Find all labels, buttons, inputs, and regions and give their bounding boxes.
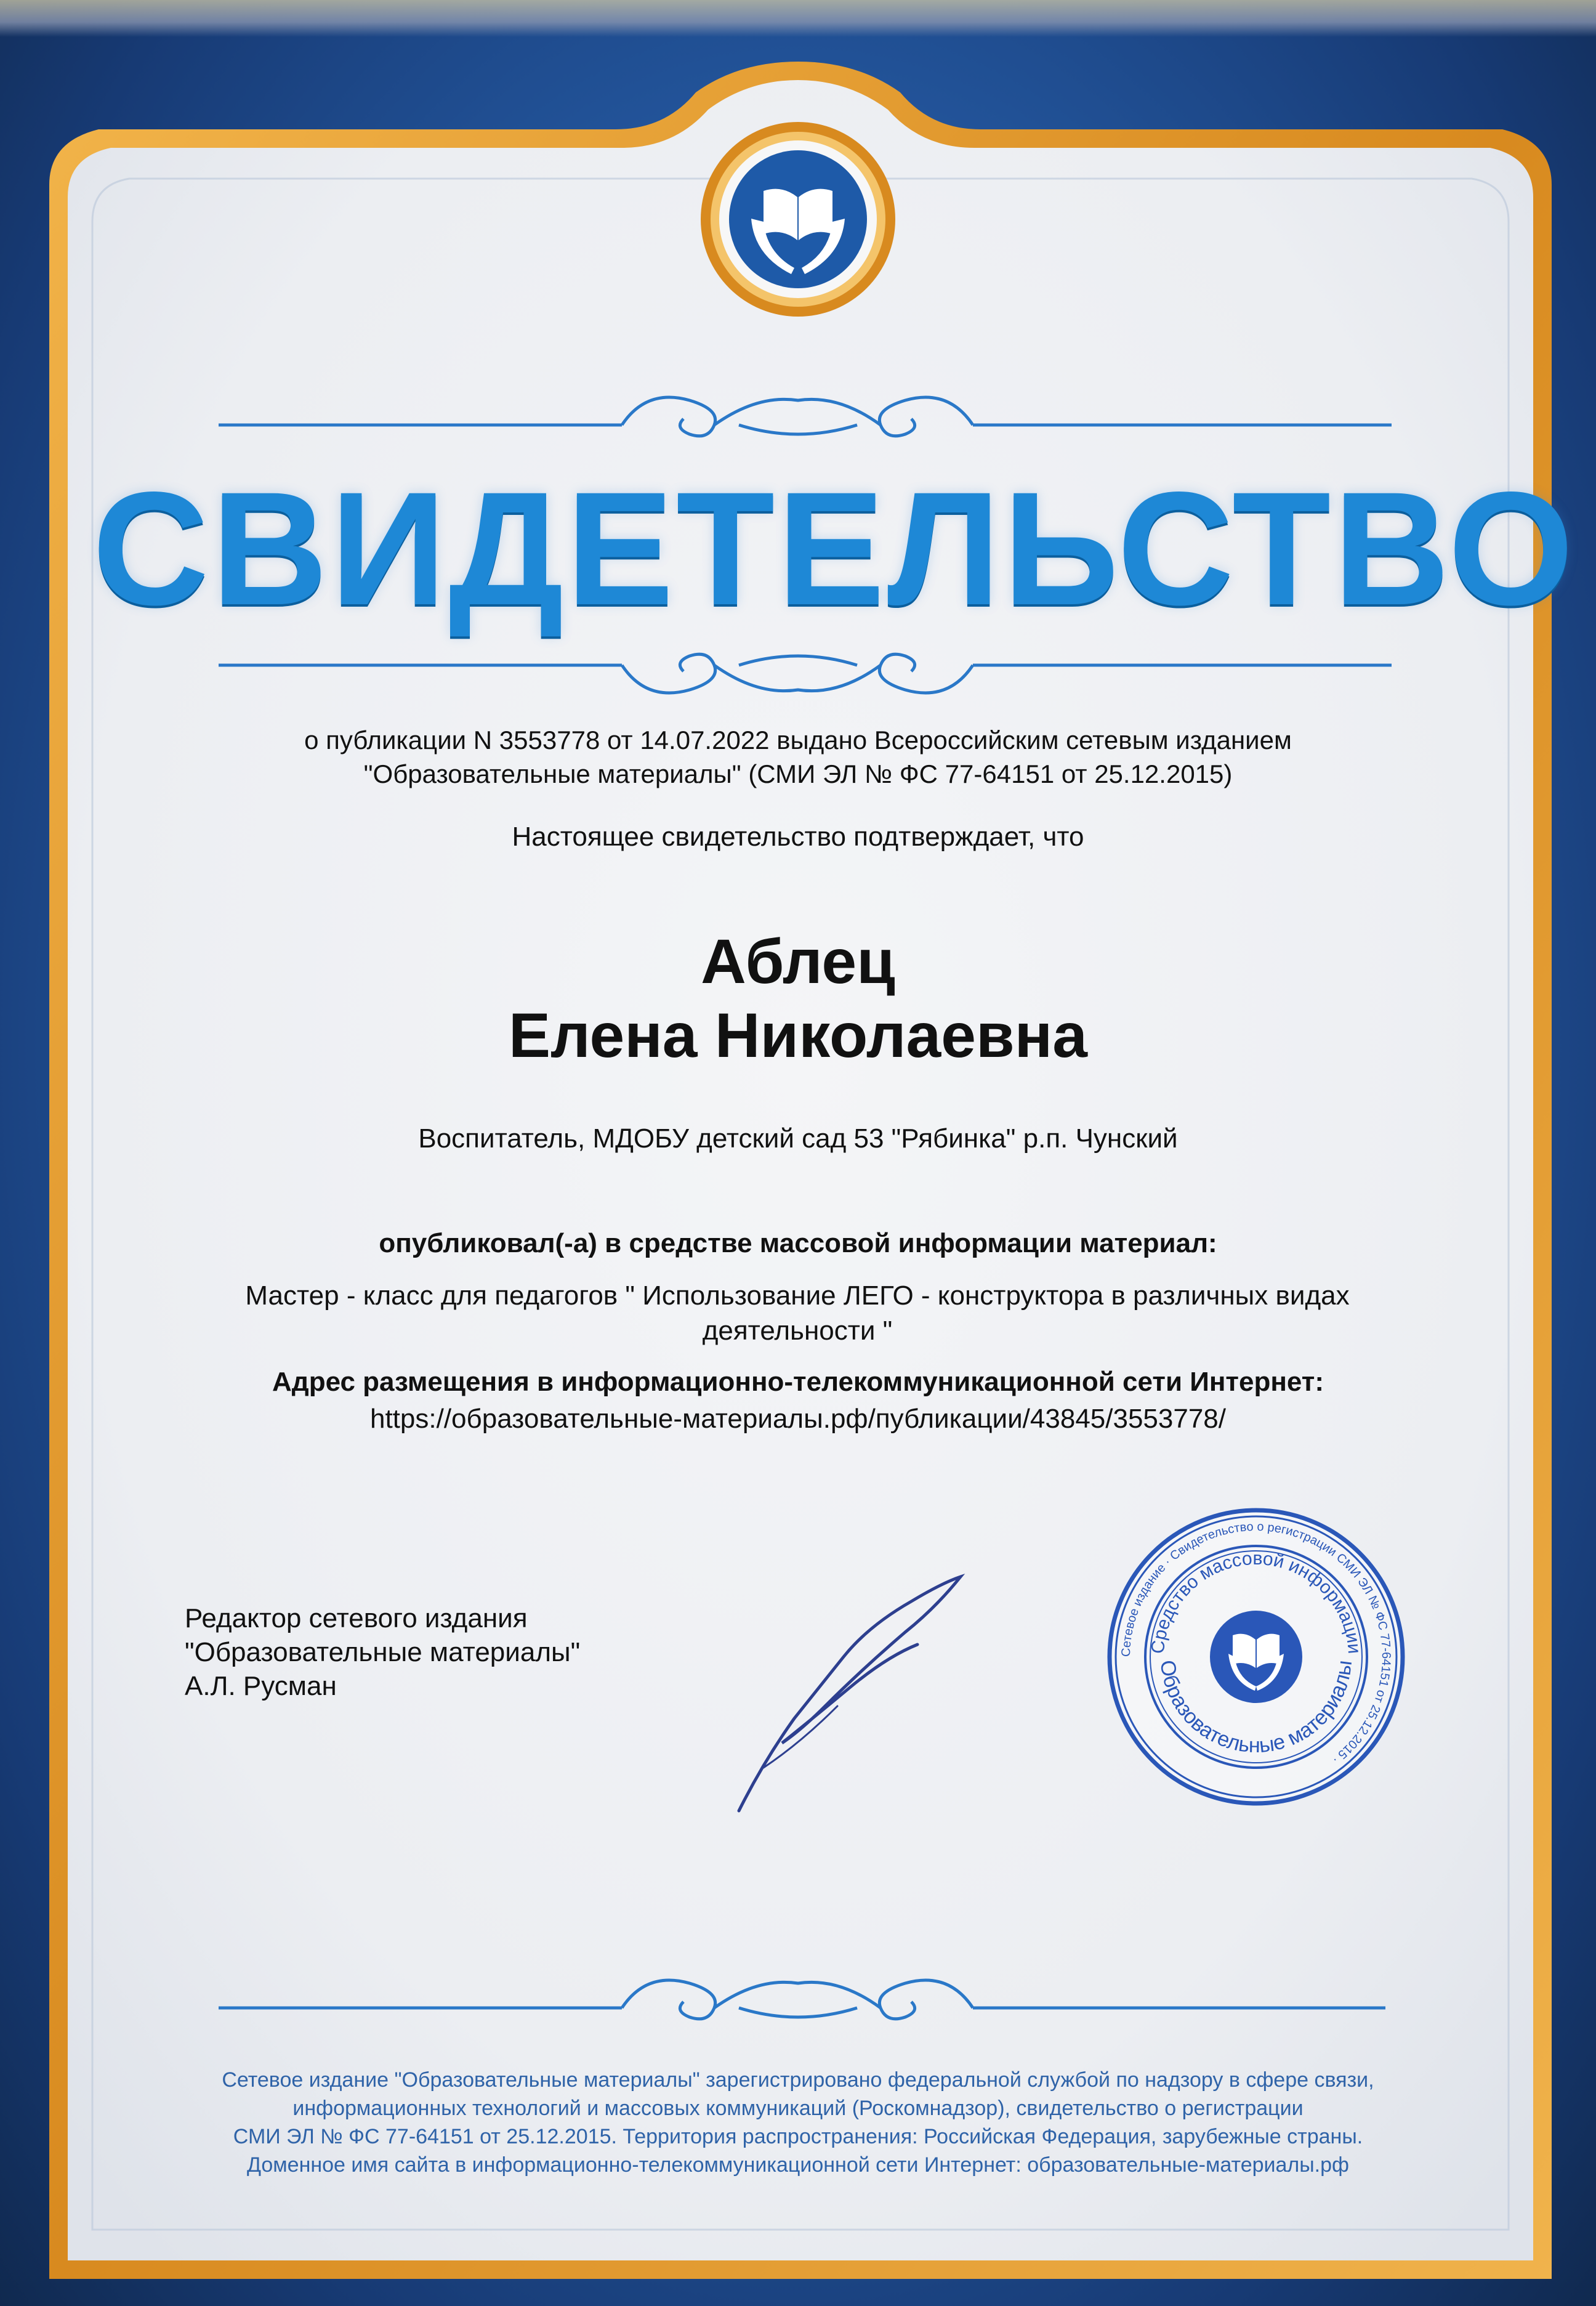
- publisher-seal: [1102, 1503, 1410, 1811]
- publication-line-2: "Образовательные материалы" (СМИ ЭЛ № ФС 77-64151 от 25.12.2015): [363, 759, 1233, 788]
- footer-legal: [117, 2066, 1479, 2180]
- publication-line-1: о публикации N 3553778 от 14.07.2022 выдано Всероссийским сетевым изданием: [304, 726, 1292, 755]
- certificate-title: СВИДЕТЕЛЬСТВО: [92, 458, 1576, 639]
- footer-line-1: Сетевое издание "Образовательные материалы" зарегистрировано федеральной службой по надзору в сфере связи,: [222, 2068, 1374, 2092]
- material-line-1: Мастер - класс для педагогов " Использование ЛЕГО - конструктора в различных видах: [245, 1280, 1350, 1311]
- seal-outer-text: Сетевое издание · Свидетельство о регистрации СМИ ЭЛ № ФС 77-64151 от 25.12.2015 ·: [1119, 1519, 1393, 1767]
- material-line-2: деятельности ": [702, 1316, 893, 1346]
- footer-line-4: Доменное имя сайта в информационно-телекоммуникационной сети Интернет: образовательные-материалы.рф: [246, 2153, 1350, 2177]
- address-url: https://образовательные-материалы.рф/публикации/43845/3553778/: [369, 1404, 1227, 1434]
- seal-inner-top-text: Средство массовой информации: [1147, 1548, 1365, 1655]
- address-label: Адрес размещения в информационно-телекоммуникационной сети Интернет:: [272, 1367, 1324, 1397]
- editor-line-2: "Образовательные материалы": [185, 1637, 581, 1667]
- editor-line-1: Редактор сетевого издания: [185, 1603, 528, 1633]
- editor-block: [185, 1601, 739, 1703]
- footer-line-3: СМИ ЭЛ № ФС 77-64151 от 25.12.2015. Территория распространения: Российская Федерация, зарубежные страны.: [233, 2124, 1363, 2148]
- footer-line-2: информационных технологий и массовых коммуникаций (Роскомнадзор), свидетельство о регистрации: [292, 2096, 1304, 2120]
- recipient-given-names: Елена Николаевна: [508, 1000, 1087, 1070]
- publication-info: [92, 724, 1504, 791]
- published-label: опубликовал(-а) в средстве массовой информации материал:: [379, 1228, 1217, 1258]
- editor-name: А.Л. Русман: [185, 1671, 337, 1701]
- seal-inner-bottom-text: Образовательные материалы: [1155, 1659, 1357, 1758]
- certificate-content: [92, 0, 1576, 2306]
- editor-signature: [727, 1564, 1004, 1823]
- recipient-position: Воспитатель, МДОБУ детский сад 53 "Рябинка" р.п. Чунский: [418, 1123, 1178, 1154]
- confirm-text: Настоящее свидетельство подтверждает, что: [512, 822, 1084, 852]
- recipient-surname: Аблец: [701, 926, 895, 997]
- material-title: [197, 1278, 1398, 1348]
